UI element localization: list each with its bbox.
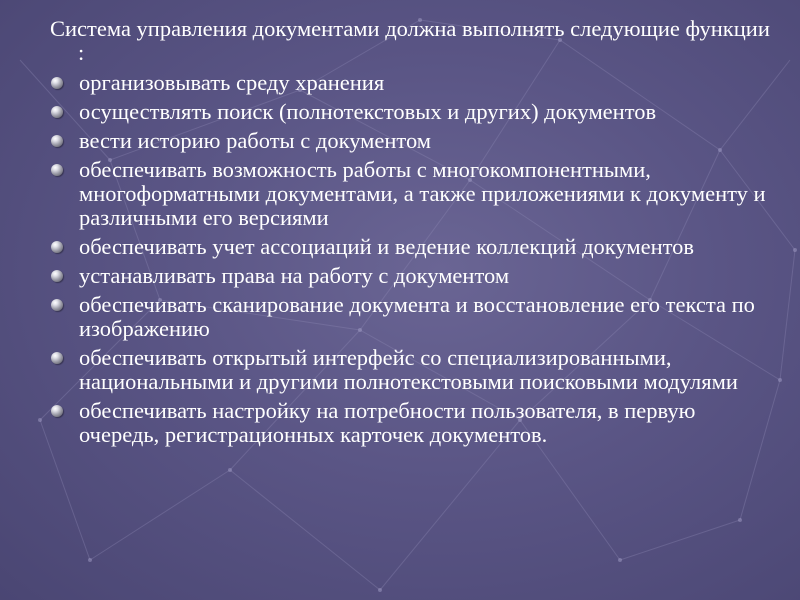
bullet-item <box>50 100 780 124</box>
bullet-text: организовывать среду хранения <box>79 70 385 95</box>
slide-body <box>50 17 780 452</box>
bullet-text: обеспечивать учет ассоциаций и ведение коллекций документов <box>79 234 695 259</box>
bullet-text: обеспечивать настройку на потребности пользователя, в первую очередь, регистрационных карточек документов. <box>79 398 696 447</box>
bullet-text: обеспечивать открытый интерфейс со специализированными, национальными и другими полнотекстовыми поисковыми модулями <box>79 345 738 394</box>
bullet-sphere-icon <box>51 270 63 282</box>
bullet-sphere-icon <box>51 77 63 89</box>
function-bullet-list <box>50 71 780 447</box>
bullet-sphere-icon <box>51 106 63 118</box>
bullet-sphere-icon <box>51 164 63 176</box>
bullet-sphere-icon <box>51 135 63 147</box>
bullet-item <box>50 346 780 394</box>
bullet-item <box>50 71 780 95</box>
bullet-item <box>50 235 780 259</box>
bullet-item <box>50 293 780 341</box>
bullet-item <box>50 399 780 447</box>
bullet-text: обеспечивать сканирование документа и восстановление его текста по изображению <box>79 292 755 341</box>
bullet-text: обеспечивать возможность работы с многокомпонентными, многоформатными документами, а также приложениями к документу и различными его версиями <box>79 157 766 230</box>
bullet-text: осуществлять поиск (полнотекстовых и других) документов <box>79 99 657 124</box>
bullet-sphere-icon <box>51 352 63 364</box>
bullet-text: устанавливать права на работу с документом <box>79 263 510 288</box>
slide-intro-text: Система управления документами должна выполнять следующие функции : <box>50 16 770 65</box>
bullet-sphere-icon <box>51 241 63 253</box>
bullet-item <box>50 129 780 153</box>
bullet-item <box>50 264 780 288</box>
bullet-item <box>50 158 780 230</box>
bullet-sphere-icon <box>51 405 63 417</box>
bullet-sphere-icon <box>51 299 63 311</box>
bullet-text: вести историю работы с документом <box>79 128 432 153</box>
